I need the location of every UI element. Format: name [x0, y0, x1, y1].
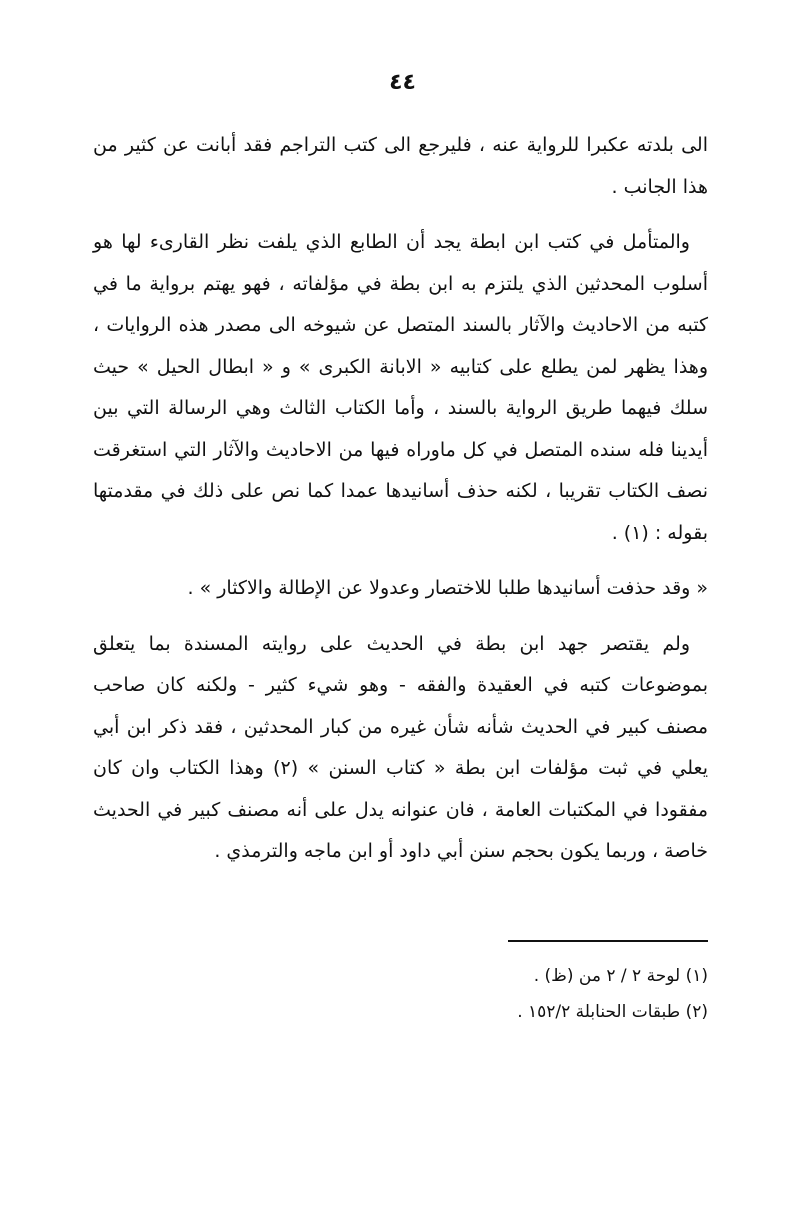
- paragraph-4: ولم يقتصر جهد ابن بطة في الحديث على روايته المسندة بما يتعلق بموضوعات كتبه في العقيدة والفقه - وهو شيء كثير - ولكنه كان صاحب مصنف كبير في الحديث شأنه شأن غيره من كبار المحدثين ، فقد ذكر ابن أبي يعلي في ثبت مؤلفات ابن بطة « كتاب السنن » (٢) وهذا الكتاب وان كان مفقودا في المكتبات العامة ، فان عنوانه يدل على أنه مصنف كبير في الحديث خاصة ، وربما يكون بحجم سنن أبي داود أو ابن ماجه والترمذي .: [93, 632, 708, 862]
- paragraph-2: والمتأمل في كتب ابن ابطة يجد أن الطابع الذي يلفت نظر القارىء لها هو أسلوب المحدثين الذي يلتزم به ابن بطة في مؤلفاته ، فهو يهتم برواية ما في كتبه من الاحاديث والآثار بالسند المتصل عن شيوخه الى مصدر هذه الروايات ، وهذا يظهر لمن يطلع على كتابيه « الابانة الكبرى » و « ابطال الحيل » حيث سلك فيهما طريق الرواية بالسند ، وأما الكتاب الثالث وهي الرسالة التي بين أيدينا فله سنده المتصل في كل ماوراه فيها من الاحاديث والآثار التي استغرقت نصف الكتاب تقريبا ، لكنه حذف أسانيدها عمدا كما نص على ذلك في مقدمتها بقوله : (١) .: [93, 231, 708, 544]
- footnotes: [93, 958, 708, 1030]
- page-number: ٤٤: [389, 70, 416, 95]
- body-text: [93, 125, 708, 887]
- footnote-divider: [508, 940, 708, 942]
- paragraph-1: الى بلدته عكبرا للرواية عنه ، فليرجع الى كتب التراجم فقد أبانت عن كثير من هذا الجانب .: [93, 134, 708, 198]
- footnote-1: (١) لوحة ٢ / ٢ من (ظ) .: [533, 966, 708, 986]
- footnote-2: (٢) طبقات الحنابلة ١٥٢/٢ .: [517, 1002, 708, 1022]
- quoted-paragraph: « وقد حذفت أسانيدها طلبا للاختصار وعدولا عن الإطالة والاكثار » .: [187, 577, 708, 599]
